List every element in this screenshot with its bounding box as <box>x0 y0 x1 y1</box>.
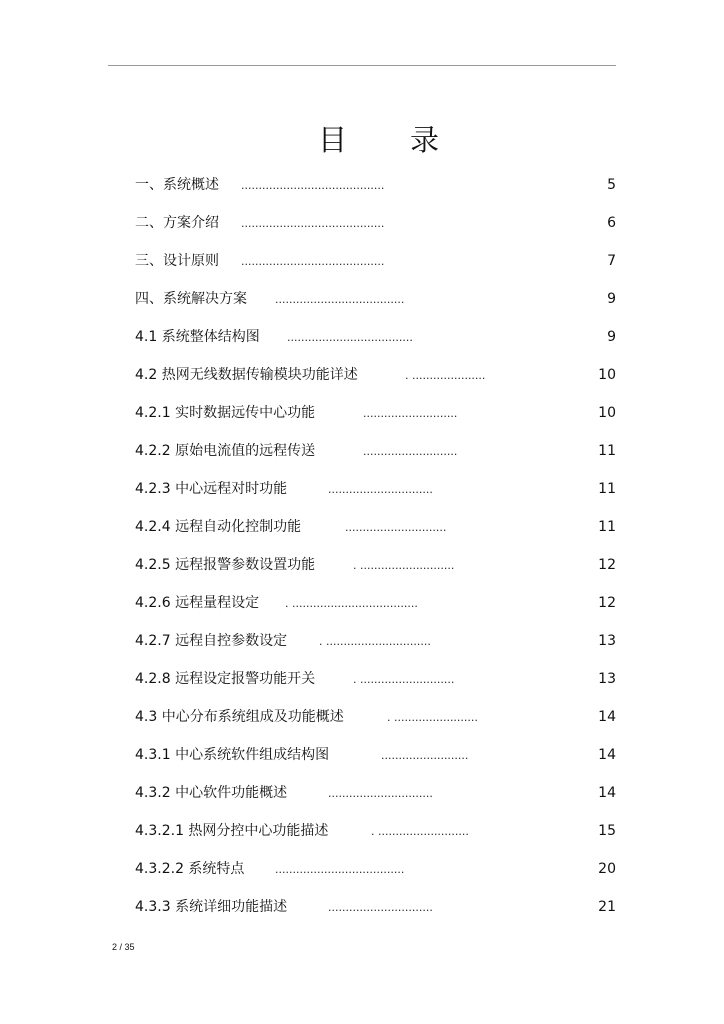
toc-entry-leader: .............................. <box>328 483 433 496</box>
toc-entry-leader: . ........................... <box>353 673 455 686</box>
toc-entry-page: 10 <box>598 405 616 421</box>
toc-entry-title: 4.3.2 中心软件功能概述 <box>135 785 288 801</box>
toc-entry-title: 4.3.1 中心系统软件组成结构图 <box>135 747 330 763</box>
toc-entry-title: 4.3.2.2 系统特点 <box>135 861 245 877</box>
toc-entry[interactable] <box>135 326 616 348</box>
toc-entry-page: 11 <box>598 481 616 497</box>
toc-entry[interactable] <box>135 288 616 310</box>
toc-entry-leader: . ........................... <box>353 559 455 572</box>
toc-entry-leader: .............................. <box>328 901 433 914</box>
toc-entry-title: 四、系统解决方案 <box>135 291 247 307</box>
toc-entry-leader: . .................................... <box>285 597 418 610</box>
toc-entry-title: 4.2.8 远程设定报警功能开关 <box>135 671 316 687</box>
toc-entry-page: 9 <box>607 329 616 345</box>
toc-entry-page: 6 <box>607 215 616 231</box>
toc-entry-page: 11 <box>598 519 616 535</box>
toc-entry[interactable] <box>135 630 616 652</box>
toc-entry[interactable] <box>135 554 616 576</box>
toc-entry-leader: . .......................... <box>371 825 469 838</box>
toc-entry[interactable] <box>135 402 616 424</box>
toc-entry[interactable] <box>135 478 616 500</box>
page-title-char-2: 录 <box>410 123 440 157</box>
toc-entry-page: 15 <box>598 823 616 839</box>
toc-entry[interactable] <box>135 212 616 234</box>
toc-entry-leader: . ........................ <box>387 711 478 724</box>
toc-entry-title: 4.2.7 远程自控参数设定 <box>135 633 288 649</box>
toc-entry[interactable] <box>135 820 616 842</box>
toc-entry-leader: ..................................... <box>275 863 405 876</box>
toc-entry-title: 二、方案介绍 <box>135 215 219 231</box>
toc-entry-page: 10 <box>598 367 616 383</box>
toc-entry-page: 14 <box>598 785 616 801</box>
toc-entry[interactable] <box>135 516 616 538</box>
toc-entry-title: 4.2.6 远程量程设定 <box>135 595 260 611</box>
toc-entry-leader: ......................................... <box>241 217 385 230</box>
toc-entry-page: 12 <box>598 557 616 573</box>
page-title-char-1: 目 <box>318 123 348 157</box>
toc-entry-leader: ......................................... <box>241 179 385 192</box>
toc-entry-title: 4.1 系统整体结构图 <box>135 329 260 345</box>
toc-entry[interactable] <box>135 706 616 728</box>
toc-entry-title: 4.2.3 中心远程对时功能 <box>135 481 288 497</box>
toc-entry[interactable] <box>135 858 616 880</box>
page-indicator: 2 / 35 <box>112 942 135 952</box>
toc-entry-title: 4.2.4 远程自动化控制功能 <box>135 519 302 535</box>
toc-entry[interactable] <box>135 592 616 614</box>
toc-entry-leader: .................................... <box>287 331 413 344</box>
toc-entry-title: 4.3.2.1 热网分控中心功能描述 <box>135 823 329 839</box>
toc-entry-page: 14 <box>598 747 616 763</box>
toc-entry-page: 14 <box>598 709 616 725</box>
toc-entry-page: 7 <box>607 253 616 269</box>
toc-entry-page: 13 <box>598 671 616 687</box>
toc-entry-title: 4.3.3 系统详细功能描述 <box>135 899 288 915</box>
toc-entry-leader: ......................... <box>381 749 469 762</box>
toc-entry-title: 4.3 中心分布系统组成及功能概述 <box>135 709 344 725</box>
toc-entry-title: 4.2 热网无线数据传输模块功能详述 <box>135 367 358 383</box>
toc-entry-page: 20 <box>598 861 616 877</box>
toc-entry[interactable] <box>135 440 616 462</box>
toc-entry-title: 4.2.5 远程报警参数设置功能 <box>135 557 316 573</box>
toc-entry-page: 11 <box>598 443 616 459</box>
toc-entry-title: 4.2.2 原始电流值的远程传送 <box>135 443 316 459</box>
toc-entry[interactable] <box>135 174 616 196</box>
toc-entry-leader: . .............................. <box>319 635 431 648</box>
toc-entry-title: 4.2.1 实时数据远传中心功能 <box>135 405 316 421</box>
toc-entry-leader: ........................... <box>363 407 458 420</box>
toc-entry[interactable] <box>135 668 616 690</box>
toc-entry-title: 一、系统概述 <box>135 177 219 193</box>
toc-entry-leader: ..................................... <box>275 293 405 306</box>
toc-entry-page: 9 <box>607 291 616 307</box>
toc-entry-leader: . ..................... <box>405 369 486 382</box>
toc-entry[interactable] <box>135 782 616 804</box>
toc-entry[interactable] <box>135 250 616 272</box>
toc-entry-leader: .............................. <box>328 787 433 800</box>
toc-entry-page: 5 <box>607 177 616 193</box>
toc-entry[interactable] <box>135 896 616 918</box>
toc-entry[interactable] <box>135 364 616 386</box>
toc-entry-title: 三、设计原则 <box>135 253 219 269</box>
toc-entry-leader: ........................... <box>363 445 458 458</box>
toc-entry-page: 13 <box>598 633 616 649</box>
toc-entry-leader: ............................. <box>345 521 447 534</box>
toc-entry[interactable] <box>135 744 616 766</box>
toc-entry-leader: ......................................... <box>241 255 385 268</box>
toc-entry-page: 12 <box>598 595 616 611</box>
toc-entry-page: 21 <box>598 899 616 915</box>
